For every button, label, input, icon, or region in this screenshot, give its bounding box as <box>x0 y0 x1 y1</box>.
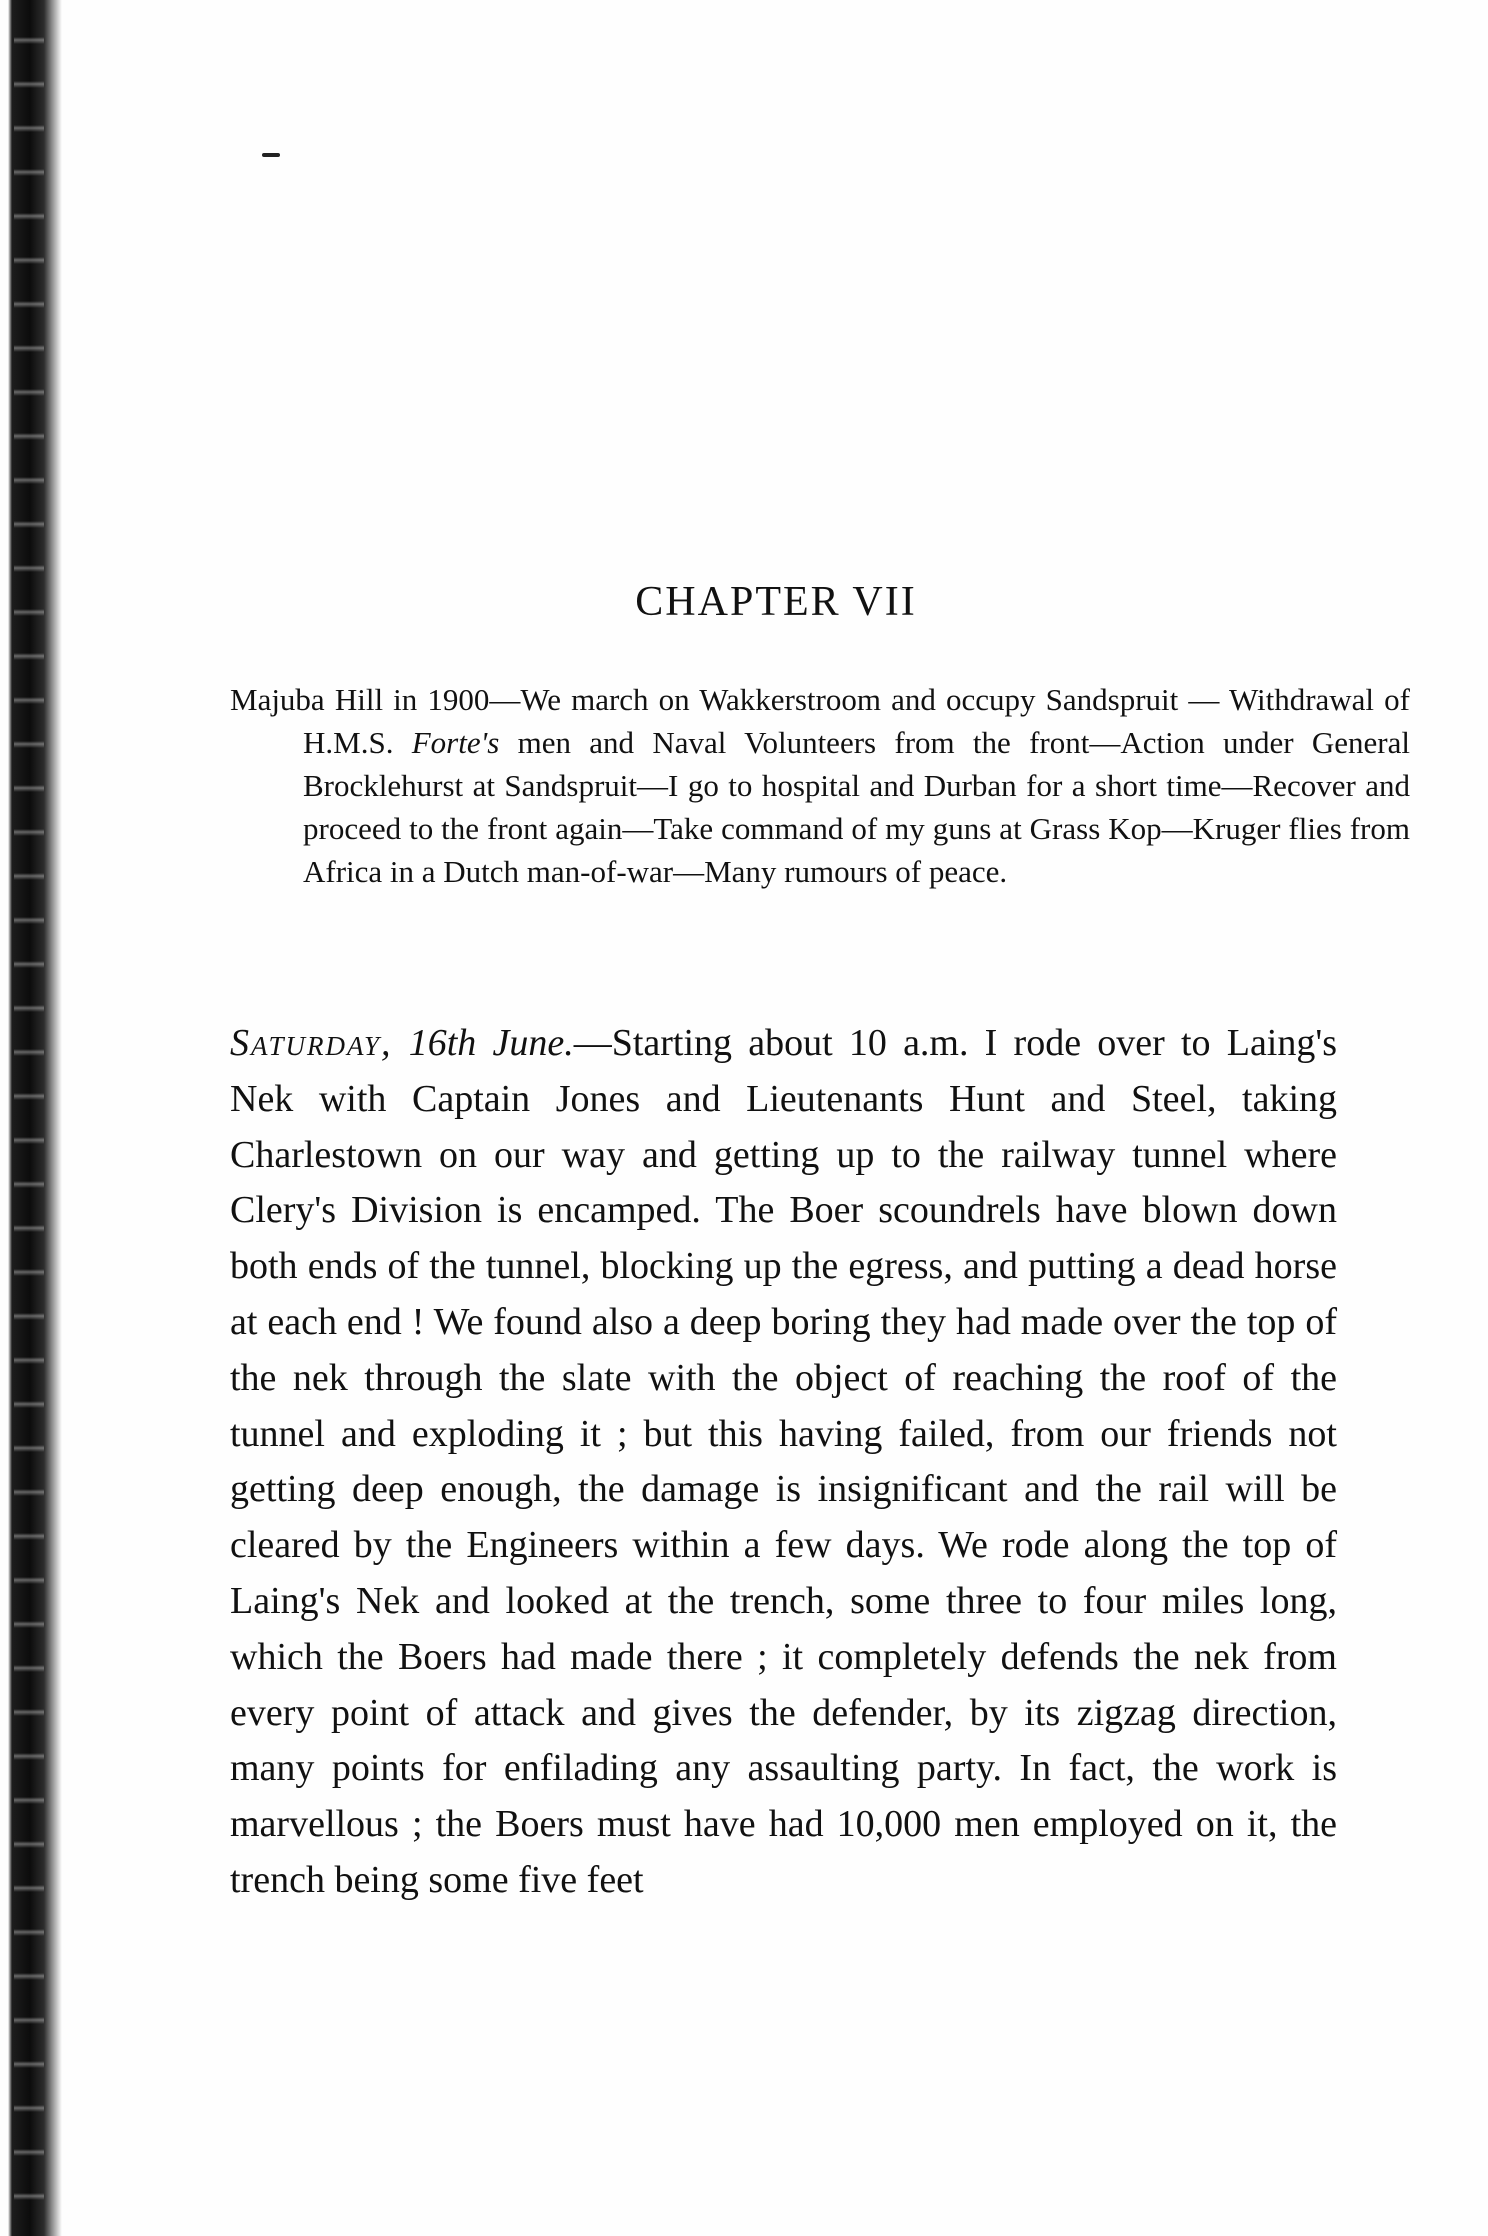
scan-speck <box>262 153 280 157</box>
entry-day: Saturday, <box>230 1022 393 1064</box>
chapter-title: CHAPTER VII <box>635 579 917 625</box>
entry-date: 16th June. <box>408 1022 574 1064</box>
entry-text: —Starting about 10 a.m. I rode over to Laing's Nek with Captain Jones and Lieutenants Hunt and Steel, taking Charlestown on our way and getting up to the railway tunnel where Clery's Division is encamped. The Boer scoundrels have blown down both ends of the tunnel, blocking up the egress, and putting a dead horse at each end ! We found also a deep boring they had made over the top of the nek through the slate with the object of reaching the roof of the tunnel and exploding it ; but this having failed, from our friends not getting deep enough, the damage is insignificant and the rail will be cleared by the Engineers within a few days. We rode along the top of Laing's Nek and looked at the trench, some three to four miles long, which the Boers had made there ; it completely defends the nek from every point of attack and gives the defender, by its zigzag direction, many points for enfilading any assaulting party. In fact, the work is marvellous ; the Boers must have had 10,000 men employed on it, the trench being some five feet <box>230 1022 1338 1901</box>
synopsis-lead: Majuba Hill in 1900—We march on Wakkerstroom and occupy Sandspruit — Withdrawal of H.M.S. <box>230 682 1410 760</box>
binding-shadow <box>0 0 62 2236</box>
chapter-synopsis <box>230 678 1410 893</box>
synopsis-ship-name: Forte's <box>411 725 500 760</box>
diary-entry <box>230 1016 1337 1909</box>
synopsis-rest: men and Naval Volunteers from the front—Action under General Brocklehurst at Sandspruit—I go to hospital and Durban for a short time—Recover and proceed to the front again—Take command of my guns at Grass Kop—Kruger flies from Africa in a Dutch man-of-war—Many rumours of peace. <box>303 725 1410 889</box>
